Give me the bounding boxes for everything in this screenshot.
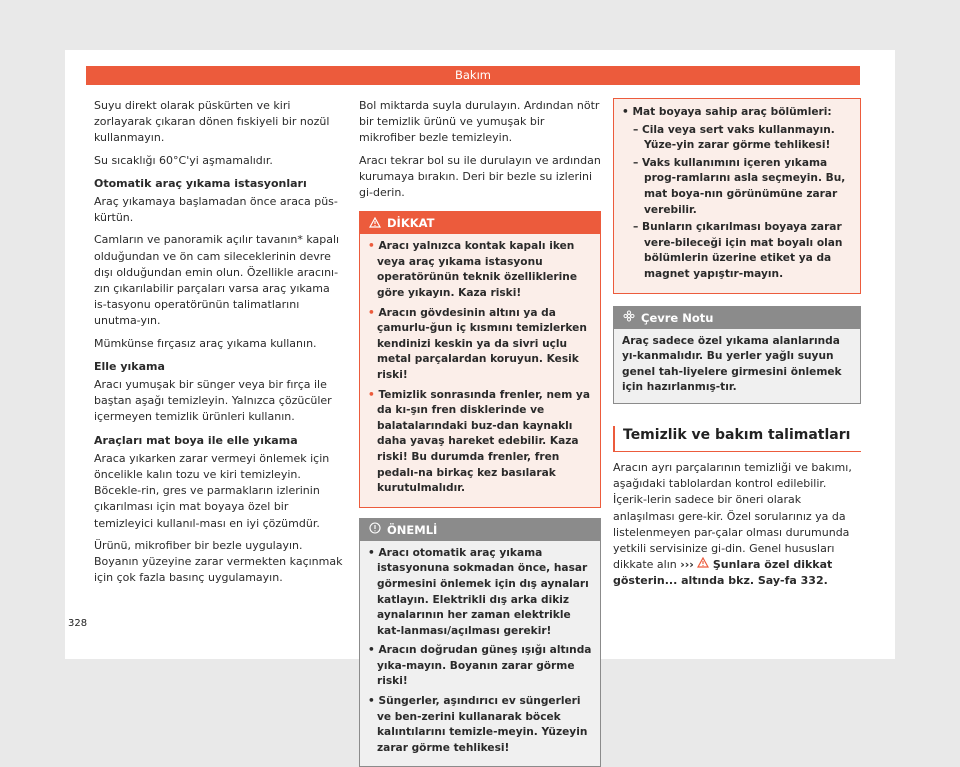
section-title: Temizlik ve bakım talimatları	[613, 426, 861, 452]
environment-note-box	[613, 306, 861, 404]
notice-item: • Süngerler, aşındırıcı ev süngerleri ve ben-zerini kullanarak böcek kalıntılarını temizle-meyin. Yüzeyin zarar görme tehlikesi!	[368, 695, 588, 754]
environment-note-title: Çevre Notu	[641, 310, 714, 325]
cross-reference-link[interactable]: Şunlara özel dikkat gösterin... altında bkz. Say-fa 332.	[613, 558, 833, 588]
environment-note-header	[614, 307, 860, 329]
environment-note-text: Araç sadece özel yıkama alanlarında yı-kanmalıdır. Bu yerler yağlı suyun genel tah-liyelere girmesini önlemek için hazırlanmış-tır.	[614, 329, 860, 403]
section-header: Bakım	[86, 66, 860, 85]
warning-header	[360, 212, 600, 234]
warning-title: DİKKAT	[387, 216, 435, 231]
page-number: 328	[68, 618, 88, 629]
matt-paint-box	[613, 98, 861, 294]
paragraph: Suyu direkt olarak püskürten ve kiri zorlayarak çıkaran dönen fıskiyeli bir nozül kullanmayın.	[94, 99, 330, 145]
subheading: Araçları mat boya ile elle yıkama	[94, 433, 298, 447]
info-circle-icon	[369, 519, 381, 541]
notice-header	[360, 519, 600, 541]
matt-paint-title: • Mat boyaya sahip araç bölümleri:	[622, 106, 832, 118]
matt-paint-item: – Vaks kullanımını içeren yıkama prog-ramlarını asla seçmeyin. Bu, mat boya-nın görünümüne zarar verebilir.	[633, 156, 846, 216]
flower-icon	[623, 307, 635, 329]
column-left	[94, 98, 344, 592]
link-arrows: ›››	[680, 558, 694, 572]
paragraph: Mümkünse fırçasız araç yıkama kullanın.	[94, 336, 317, 350]
warning-small-icon	[697, 558, 709, 571]
notice-box	[359, 518, 601, 767]
warning-triangle-icon	[369, 213, 381, 235]
column-middle	[359, 98, 601, 767]
warning-item: • Aracı yalnızca kontak kapalı iken veya araç yıkama istasyonu operatörünün teknik özelliklerine göre yıkayın. Kaza riski!	[368, 240, 578, 299]
matt-paint-item: – Cila veya sert vaks kullanmayın. Yüze-yin zarar görme tehlikesi!	[633, 123, 835, 152]
subheading: Otomatik araç yıkama istasyonları	[94, 176, 307, 190]
notice-title: ÖNEMLİ	[387, 522, 438, 537]
notice-item: • Aracı otomatik araç yıkama istasyonuna sokmadan önce, hasar görmesini önlemek için dış aynaları katlayın. Elektrikli dış arka dikiz aynalarının her zaman elektrikle kat-lanması/açılması gerekir!	[368, 546, 589, 637]
paragraph: Araç yıkamaya başlamadan önce araca püs-kürtün.	[94, 195, 338, 225]
paragraph: Ürünü, mikrofiber bir bezle uygulayın. Boyanın yüzeyine zarar vermekten kaçınmak için çok fazla basınç uygulamayın.	[94, 538, 343, 585]
column-right	[613, 98, 861, 596]
paragraph: Araca yıkarken zarar vermeyi önlemek için öncelikle kalın tozu ve kiri temizleyin. Böcekle-rin, gres ve parmakların izlerinin çıkarılması için mat boyaya özel bir temizleyici kullanıl-ması en iyi çözümdür.	[94, 451, 330, 530]
paragraph: Su sıcaklığı 60°C'yi aşmamalıdır.	[94, 153, 273, 167]
warning-item: • Aracın gövdesinin altını ya da çamurlu-ğun iç kısmını temizlerken kendinizi keskin ya da sivri uçlu metal parçalardan koruyun. Kesik riski!	[368, 306, 587, 381]
paragraph: Bol miktarda suyla durulayın. Ardından nötr bir temizlik ürünü ve yumuşak bir mikrofiber bezle temizleyin.	[359, 99, 600, 145]
paragraph: Aracı yumuşak bir sünger veya bir fırça ile baştan aşağı temizleyin. Yalnızca çözücüler içermeyen temizlik ürünleri kullanın.	[94, 378, 332, 424]
notice-item: • Aracın doğrudan güneş ışığı altında yıka-mayın. Boyanın zarar görme riski!	[368, 644, 592, 688]
warning-box	[359, 211, 601, 508]
paragraph: Camların ve panoramik açılır tavanın* kapalı olduğundan ve ön cam sileceklerinin devre dışı olduğundan emin olun. Özellikle aracını-zın çıkarılabilir parçaları varsa araç yıkama is-tasyonu operatörünün talimatlarını unutma-yın.	[94, 233, 340, 328]
subheading: Elle yıkama	[94, 359, 165, 373]
warning-item: • Temizlik sonrasında frenler, nem ya da kı-şın fren disklerinde ve balatalarındaki buz-dan kaynaklı daha yavaş hareket edebilir. Kaza riski! Bu durumda frenler, fren pedalı-na birkaç kez basılarak kurutulmalıdır.	[368, 388, 590, 495]
paragraph: Aracı tekrar bol su ile durulayın ve ardından kurumaya bırakın. Deri bir bezle su izlerini gi-derin.	[359, 153, 601, 200]
matt-paint-item: – Bunların çıkarılması boyaya zarar vere-bileceği için mat boyalı olan bölümlerin üzerine etiket ya da magnet yapıştır-mayın.	[633, 221, 843, 280]
paragraph: Aracın ayrı parçalarının temizliği ve bakımı, aşağıdaki tablolardan kontrol edilebilir. İçerik-lerin sadece bir öneri olarak anlaşılması gere-kir. Özel sorularınız ya da listelenmeyen par-çalar olması durumunda yetkili servisinize gi-din. Genel hususları dikkate alın ››› Şunlara özel dikkat gösterin... altında bkz. Say-fa 332.	[613, 460, 852, 588]
